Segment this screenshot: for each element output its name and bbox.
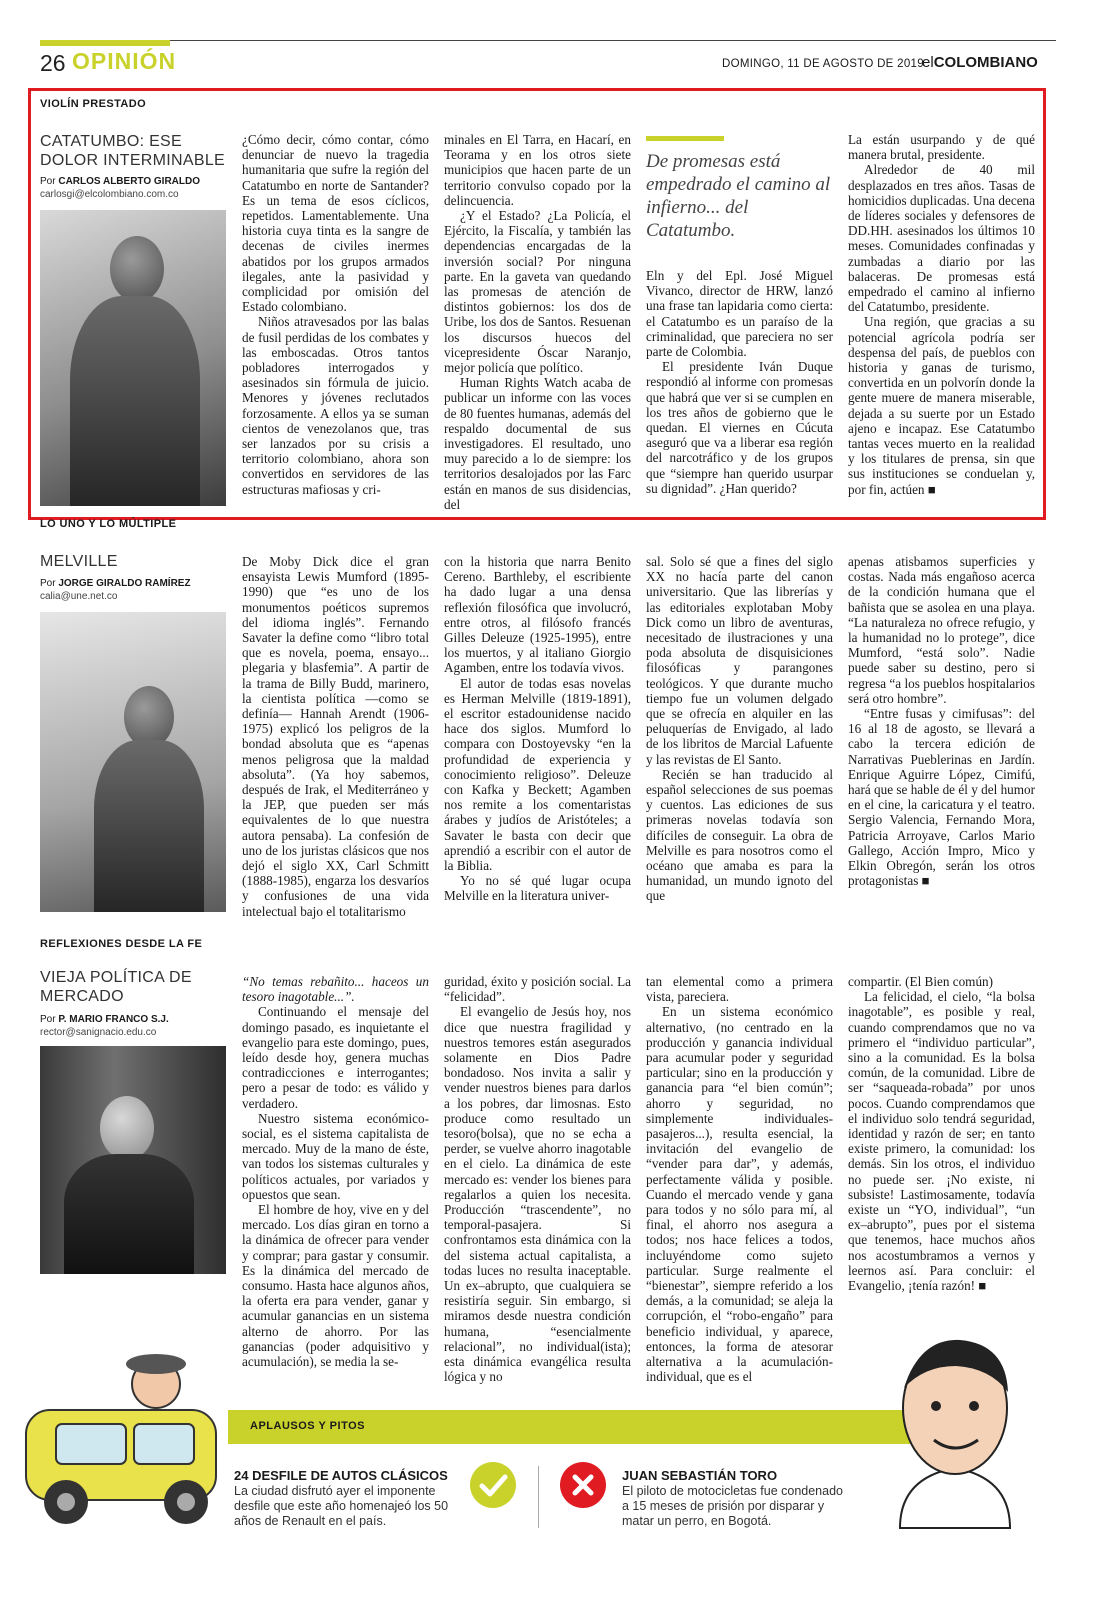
page-number: 26 — [40, 50, 66, 76]
issue-date: DOMINGO, 11 DE AGOSTO DE 2019 — [722, 58, 924, 70]
author-email: rector@sanignacio.edu.co — [40, 1027, 157, 1038]
newspaper-name-prefix: el — [922, 54, 934, 71]
author-email: carlosgi@elcolombiano.com.co — [40, 189, 179, 200]
highlight-frame — [28, 88, 1046, 520]
paragraph: Nuestro sistema económico-social, es el sistema capitalista de mercado. Muy de la mano de éste, van todos los sistemas culturales y políticos actuales, por variados y opuestos que sean. — [242, 1110, 429, 1202]
byline — [40, 1014, 230, 1025]
newspaper-name-main: COLOMBIANO — [933, 54, 1038, 71]
paragraph: Continuando el mensaje del domingo pasado, es inquietante el evangelio para este domingo, pues, leído desde hoy, genera muchas contradicciones e interrogantes; pero a pesar de todo: es válido y verdadero. — [242, 1004, 429, 1111]
author-name: P. MARIO FRANCO S.J. — [58, 1014, 169, 1025]
applause-negative-text: El piloto de motocicletas fue condenado a 15 meses de prisión por disparar y matar un perro, en Bogotá. — [622, 1484, 843, 1528]
section-name: OPINIÓN — [72, 48, 177, 74]
paragraph: compartir. (El Bien común) — [848, 974, 994, 989]
paragraph: Una región, que gracias a su potencial agrícola podría ser despensa del país, de pueblos con historia y ganas de turismo, convertida en un polvorín donde la gente muere de manera miserable, dejada a su suerte por un Estado ajeno e incapaz. Ese Catatumbo tantas veces muerto en la realidad y los titulares de prensa, sin que sus instituciones se conduelan y, por fin, actúen ■ — [848, 314, 1035, 497]
byline-prefix: Por — [40, 578, 56, 589]
article-vieja-politica — [40, 938, 1056, 1385]
cross-icon — [560, 1462, 606, 1508]
paragraph: Yo no sé qué lugar ocupa Melville en la literatura univer- — [444, 873, 631, 904]
article-column-4 — [848, 554, 1035, 916]
paragraph: sal. Solo sé que a fines del siglo XX no hacía parte del canon universitario. Que las librerías y las editoriales explotaban Moby Dick como un libro de aventuras, necesitado de ilustraciones y una poda absoluta de disquisiciones filosóficas y parangones teológicos. Y que durante mucho tiempo fue un volumen delgado que se ofrecía en alquiler en las peluquerías de Envigado, al lado de los libritos de Marcial Lafuente y las revistas de El Santo. — [646, 554, 833, 767]
author-name: JORGE GIRALDO RAMÍREZ — [58, 578, 191, 589]
article-title: MELVILLE — [40, 553, 118, 570]
paragraph: El presidente Iván Duque respondió al informe con promesas que habrá que ver si se cumplen en los tres años de gobierno que le quedan. El viernes en Cúcuta aseguró que va a liberar esa región del narcotráfico y de los grupos que “siempre han querido usurpar su dignidad”. ¿Han querido? — [646, 359, 833, 496]
paragraph: ¿Y el Estado? ¿La Policía, el Ejército, la Fiscalía, y también las dependencias encargadas de la inversión social? Por ninguna parte. En la gaveta van quedando las promesas de atención de distintos gobiernos: los dos de Uribe, los dos de Santos. Resuenan los discursos huecos del vicepresidente Óscar Naranjo, mejor policía que político. — [444, 208, 631, 376]
author-photo — [40, 1046, 226, 1274]
applause-positive-text: La ciudad disfrutó ayer el imponente desfile que este año homenajeó los 50 años de Renault en el país. — [234, 1484, 449, 1528]
article-melville — [40, 518, 1056, 918]
paragraph: El hombre de hoy, vive en y del mercado. Los días giran en torno a la dinámica de ofrecer para vender y comprar; para gastar y consumir. Es la dinámica del mercado de consumo. Hasta hace algunos años, la oferta era para vender, ganar y acumular ganancias en un sistema alterno de ahorro. Por las ganancias (poder adquisitivo y acumulación), se media la se- — [242, 1202, 429, 1370]
article-column-4 — [848, 974, 1035, 1300]
paragraph: apenas atisbamos superficies y costas. Nada más engañoso acerca de la condición humana que el bañista que se asolea en una playa. “La naturaleza no ofrece refugio, y la humanidad no lo protege”, dice Mumford, “está solo”. Nadie puede saber su destino, pero si regresa “a los pueblos hospitalarios será otro hombre”. — [848, 554, 1035, 706]
column-section-label: LO UNO Y LO MÚLTIPLE — [40, 518, 177, 530]
check-icon — [470, 1462, 516, 1508]
caricature-illustration — [860, 1328, 1050, 1538]
applause-divider — [538, 1466, 539, 1528]
pullquote: De promesas está empedrado el camino al infierno... del Catatumbo. — [646, 151, 831, 241]
article-title: CATATUMBO: ESE DOLOR INTERMINABLE — [40, 133, 225, 169]
paragraph: tan elemental como a primera vista, pareciera. — [646, 974, 833, 1005]
paragraph: guridad, éxito y posición social. La “felicidad”. — [444, 974, 631, 1005]
paragraph: minales en El Tarra, en Hacarí, en Teorama y en los otros siete municipios que hacen parte de un territorio convulso copado por la delincuencia. — [444, 132, 631, 208]
paragraph: En un sistema económico alternativo, (no centrado en la producción y ganancia individual para acumular poder y seguridad particular; sino en la producción y ganancia para “el bien común”; ahorro y seguridad, no simplemente individuales-pasajeros...), resulta esencial, la invitación del evangelio de “vender para dar”, y además, perfectamente válida y posible. Cuando el mercado vende y gana para todos y no sólo para mí, al final, el ahorro nos asegura a todos; nos hace felices a todos, incluyéndome como sujeto particular. Surge realmente el “bienestar”, siempre referido a los demás, a la comunidad; se aleja la corrupción, el “robo-engaño” para beneficio individual, y aparece, entonces, la forma de atesorar alternativa a la acumulación-individual, que es el — [646, 1004, 833, 1385]
byline — [40, 578, 230, 589]
paragraph: Niños atravesados por las balas de fusil perdidas de los combates y las emboscadas. Otros tantos pobladores interrogados y asesinados sin fórmula de juicio. Menores y jóvenes reclutados forzosamente. A ellos ya se suman cientos de venezolanos que, tras ser lanzados por su crisis a territorio colombiano, ahora son convertidos en servidores de las estructuras mafiosas y cri- — [242, 314, 429, 497]
classic-car-illustration — [6, 1350, 236, 1530]
article-column-3 — [646, 974, 833, 1385]
column-section-label: REFLEXIONES DESDE LA FE — [40, 938, 203, 950]
author-name: CARLOS ALBERTO GIRALDO — [58, 176, 201, 187]
paragraph: “No temas rebañito... haceos un tesoro inagotable...”. — [242, 974, 429, 1005]
paragraph: ¿Cómo decir, cómo contar, cómo denunciar de nuevo la tragedia humanitaria que sufre la región del Catatumbo en norte de Santander? Es un tema de esos cíclicos, repetidos. Lamentablemente. Una historia cuya tinta es la sangre de decenas de civiles inermes abatidos por los grupos armados ilegales, ante la pasividad y complicidad por omisión del Estado colombiano. — [242, 132, 429, 315]
paragraph: “Entre fusas y cimifusas”: del 16 al 18 de agosto, se llevará a cabo la tercera edición de Narrativas Pueblerinas en Jardín. Enrique Aguirre López, Cimifú, hará que se hable de él y del humor en el cine, la caricatura y el teatro. Sergio Valencia, Fernando Mora, Patricia Arroyave, Carlos Mario Gallego, Acción Impro, Mico y Elkin Obregón, serán los otros protagonistas ■ — [848, 706, 1035, 889]
paragraph: La están usurpando y de qué manera brutal, presidente. — [848, 132, 1035, 163]
author-photo — [40, 612, 226, 912]
applause-positive-title: 24 DESFILE DE AUTOS CLÁSICOS — [234, 1468, 448, 1483]
applause-label: APLAUSOS Y PITOS — [250, 1420, 365, 1432]
paragraph: De Moby Dick dice el gran ensayista Lewis Mumford (1895-1990) que “es uno de los monumentos poéticos supremos del idioma inglés”. Fernando Savater la define como “libro total que es novela, poema, ensayo... plegaria y blasfemia”. A partir de la trama de Billy Budd, marinero, la cientista política —como se definía— Hannah Arendt (1906-1975) explicó los peligros de la bondad absoluta que es “apenas menos peligrosa que la maldad absoluta”. (Ya hoy sabemos, después de Irak, el Mediterráneo y la JEP, que pueden ser más equivalentes de lo que nuestra autora pensaba). La confesión de uno de los juristas clásicos que nos dejó el siglo XX, Carl Schmitt (1888-1985), engarza los desvaríos y confusiones de una vida intelectual bajo el totalitarismo — [242, 554, 429, 919]
column-section-label: VIOLÍN PRESTADO — [40, 98, 147, 110]
article-column-2 — [444, 974, 631, 1385]
paragraph: El evangelio de Jesús hoy, nos dice que nuestra fragilidad y nuestros temores están asegurados solamente en Dios Padre bondadoso. Nos invita a salir y vender nuestros bienes para darlos a los pobres, dar limosnas. Esto produce como resultado un tesoro(bolsa), que no se echa a perder, se vuelve ahorro inagotable en el cielo. La dinámica de este mercado es: vender los bienes para regalarlos a quien los necesita. Producción “trascendente”, no temporal-pasajera. Si confrontamos esta dinámica con la del sistema actual capitalista, a todas luces no resulta inaceptable. Un ex–abrupto, que cualquiera se resistiría seguir. Sin embargo, si miramos desde nuestra condición humana, “esencialmente relacional”, no individual(ista); esta dinámica evangélica resulta lógica y no — [444, 1004, 631, 1385]
paragraph: El autor de todas esas novelas es Herman Melville (1819-1891), el escritor estadounidense nacido hace dos siglos. Mumford lo compara con Dostoyevsky “en la profundidad de experiencia y conocimiento religioso”. Deleuze con Kafka y Beckett; Agamben nos remite a los comentaristas árabes y judíos de Aristóteles; a Savater le basta con decir que aprendió a escribir con el autor de la Biblia. — [444, 675, 631, 874]
article-column-1 — [242, 554, 429, 919]
paragraph: Human Rights Watch acaba de publicar un informe con las voces de 80 fuentes humanas, además del respaldo documental de sus investigadores. El resultado, uno muy parecido a lo de siempre: los territorios desalojados por las Farc están en manos de sus disidencias, del — [444, 375, 631, 512]
article-column-1 — [242, 974, 429, 1374]
header-rule — [40, 40, 1056, 41]
paragraph: Recién se han traducido al español selecciones de sus poemas y cuentos. Las ediciones de sus primeras novelas todavía son difíciles de conseguir. La obra de Melville es para nosotros como el océano que amaba es para la humanidad, un mundo ignoto del que — [646, 766, 833, 904]
article-column-3 — [646, 554, 833, 916]
article-column-2 — [444, 554, 631, 916]
author-email: calia@une.net.co — [40, 591, 118, 602]
paragraph: Eln y del Epl. José Miguel Vivanco, director de HRW, lanzó una frase tan lapidaria como cierta: el Catatumbo es un paraíso de la criminalidad, que pareciera no ser parte de Colombia. — [646, 268, 833, 360]
header-accent-bar — [40, 40, 170, 46]
paragraph: Alrededor de 40 mil desplazados en tres años. Tasas de homicidios duplicadas. Una decena de líderes sociales y defensores de DD.HH. asesinados los últimos 10 meses. Comunidades confinadas y zumbadas a diario por las balaceras. De promesas está empedrado el camino al infierno del Catatumbo, presidente. — [848, 162, 1035, 315]
newspaper-name — [922, 54, 1038, 71]
paragraph: La felicidad, el cielo, “la bolsa inagotable”, es posible y real, cuando comprendamos que no va primero el “individuo particular”, sino a la comunidad. Es la bolsa común, de la comunidad. Libre de ser “saqueada-robada” por unos pocos. Cuando comprendamos que el individuo solo tendrá seguridad, identidad y razón de ser; en tanto existe primero, la comunidad: los demás. Sin los otros, el individuo no puede ser. ¡No existe, ni subsiste! Lastimosamente, todavía existe un “YO, individual”, “un ex–abrupto”, pues por el sistema que tenemos, hace muchos años nos acostumbramos a vernos y leernos así. Para concluir: el Evangelio, ¡tenía razón! ■ — [848, 989, 1035, 1294]
applause-negative-title: JUAN SEBASTIÁN TORO — [622, 1468, 778, 1483]
article-title: VIEJA POLÍTICA DE MERCADO — [40, 969, 192, 1005]
byline-prefix: Por — [40, 1014, 56, 1025]
paragraph: con la historia que narra Benito Cereno. Barthleby, el escribiente ha dado lugar a una densa reflexión filosófica que involucró, entre otros, al filósofo francés Gilles Deleuze (1925-1995), entre los muertos, y al italiano Giorgio Agamben, entre los todavía vivos. — [444, 554, 631, 676]
byline-prefix: Por — [40, 176, 56, 187]
